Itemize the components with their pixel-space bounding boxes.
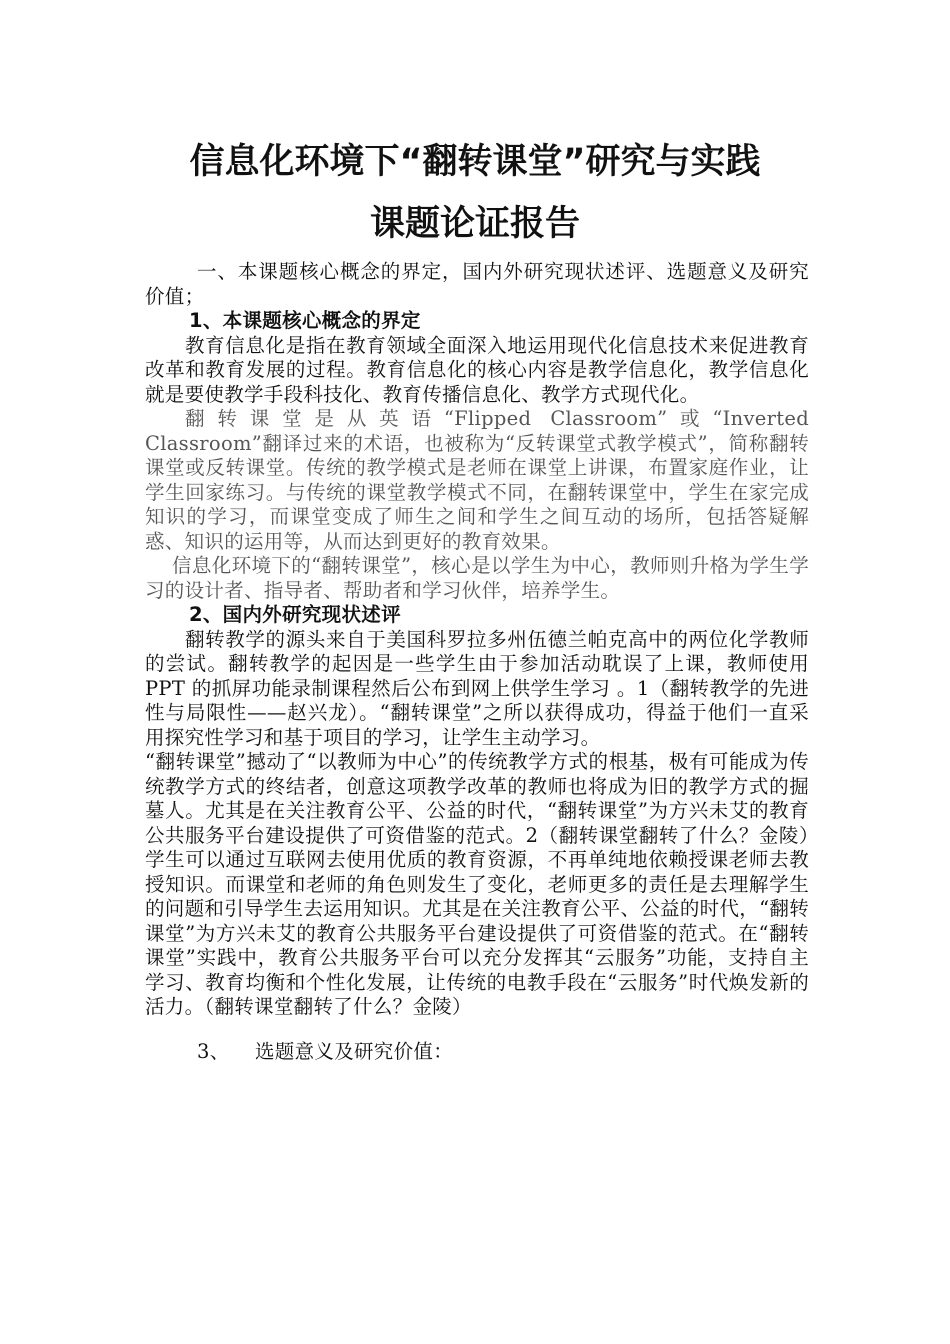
subsection-3-number: 3、 [197, 1039, 230, 1063]
document-body [145, 260, 809, 1064]
subsection-2-paragraph-2: “翻转课堂”撼动了“以教师为中心”的传统教学方式的根基，极有可能成为传统教学方式的终结者，创意这项教学改革的教师也将成为旧的教学方式的掘墓人。尤其是在关注教育公平、公益的时代，“翻转课堂”为方兴未艾的教育公共服务平台建设提供了可资借鉴的范式。2（翻转课堂翻转了什么？金陵）学生可以通过互联网去使用优质的教育资源，不再单纯地依赖授课老师去教授知识。而课堂和老师的角色则发生了变化，老师更多的责任是去理解学生的问题和引导学生去运用知识。尤其是在关注教育公平、公益的时代，“翻转课堂”为方兴未艾的教育公共服务平台建设提供了可资借鉴的范式。在“翻转课堂”实践中，教育公共服务平台可以充分发挥其“云服务”功能，支持自主学习、教育均衡和个性化发展，让传统的电教手段在“云服务”时代焕发新的活力。（翻转课堂翻转了什么？金陵） [145, 750, 809, 1018]
paragraph-gap [145, 1020, 809, 1040]
document-subtitle: 课题论证报告 [369, 204, 580, 244]
subsection-1-paragraph-2: 翻转课堂是从英语“Flipped Classroom”或“Inverted Classroom”翻译过来的术语，也被称为“反转课堂式教学模式”，简称翻转课堂或反转课堂。传统的教学模式是老师在课堂上讲课，布置家庭作业，让学生回家练习。与传统的课堂教学模式不同，在翻转课堂中，学生在家完成知识的学习，而课堂变成了师生之间和学生之间互动的场所，包括答疑解惑、知识的运用等，从而达到更好的教育效果。 [145, 407, 809, 553]
subsection-2-heading: 2、国内外研究现状述评 [189, 603, 401, 626]
subsection-3-heading [145, 1040, 809, 1065]
subsection-1-paragraph-3: 信息化环境下的“翻转课堂”，核心是以学生为中心，教师则升格为学生学习的设计者、指导者、帮助者和学习伙伴，培养学生。 [145, 554, 809, 602]
subsection-1-paragraph-1: 教育信息化是指在教育领域全面深入地运用现代化信息技术来促进教育改革和教育发展的过程。教育信息化的核心内容是教学信息化，教学信息化就是要使教学手段科技化、教育传播信息化、教学方式现代化。 [145, 333, 809, 406]
section-1-heading: 一、本课题核心概念的界定，国内外研究现状述评、选题意义及研究价值； [145, 260, 809, 308]
subsection-1-heading: 1、本课题核心概念的界定 [189, 309, 421, 332]
subsection-3-title: 选题意义及研究价值： [255, 1039, 454, 1063]
subsection-2-paragraph-1: 翻转教学的源头来自于美国科罗拉多州伍德兰帕克高中的两位化学教师的尝试。翻转教学的起因是一些学生由于参加活动耽误了上课，教师使用PPT 的抓屏功能录制课程然后公布到网上供学生学习 。1（翻转教学的先进性与局限性——赵兴龙）。“翻转课堂”之所以获得成功，得益于他们一直采用探究性学习和基于项目的学习，让学生主动学习。 [145, 627, 809, 749]
document-title: 信息化环境下“翻转课堂”研究与实践 [189, 142, 761, 182]
